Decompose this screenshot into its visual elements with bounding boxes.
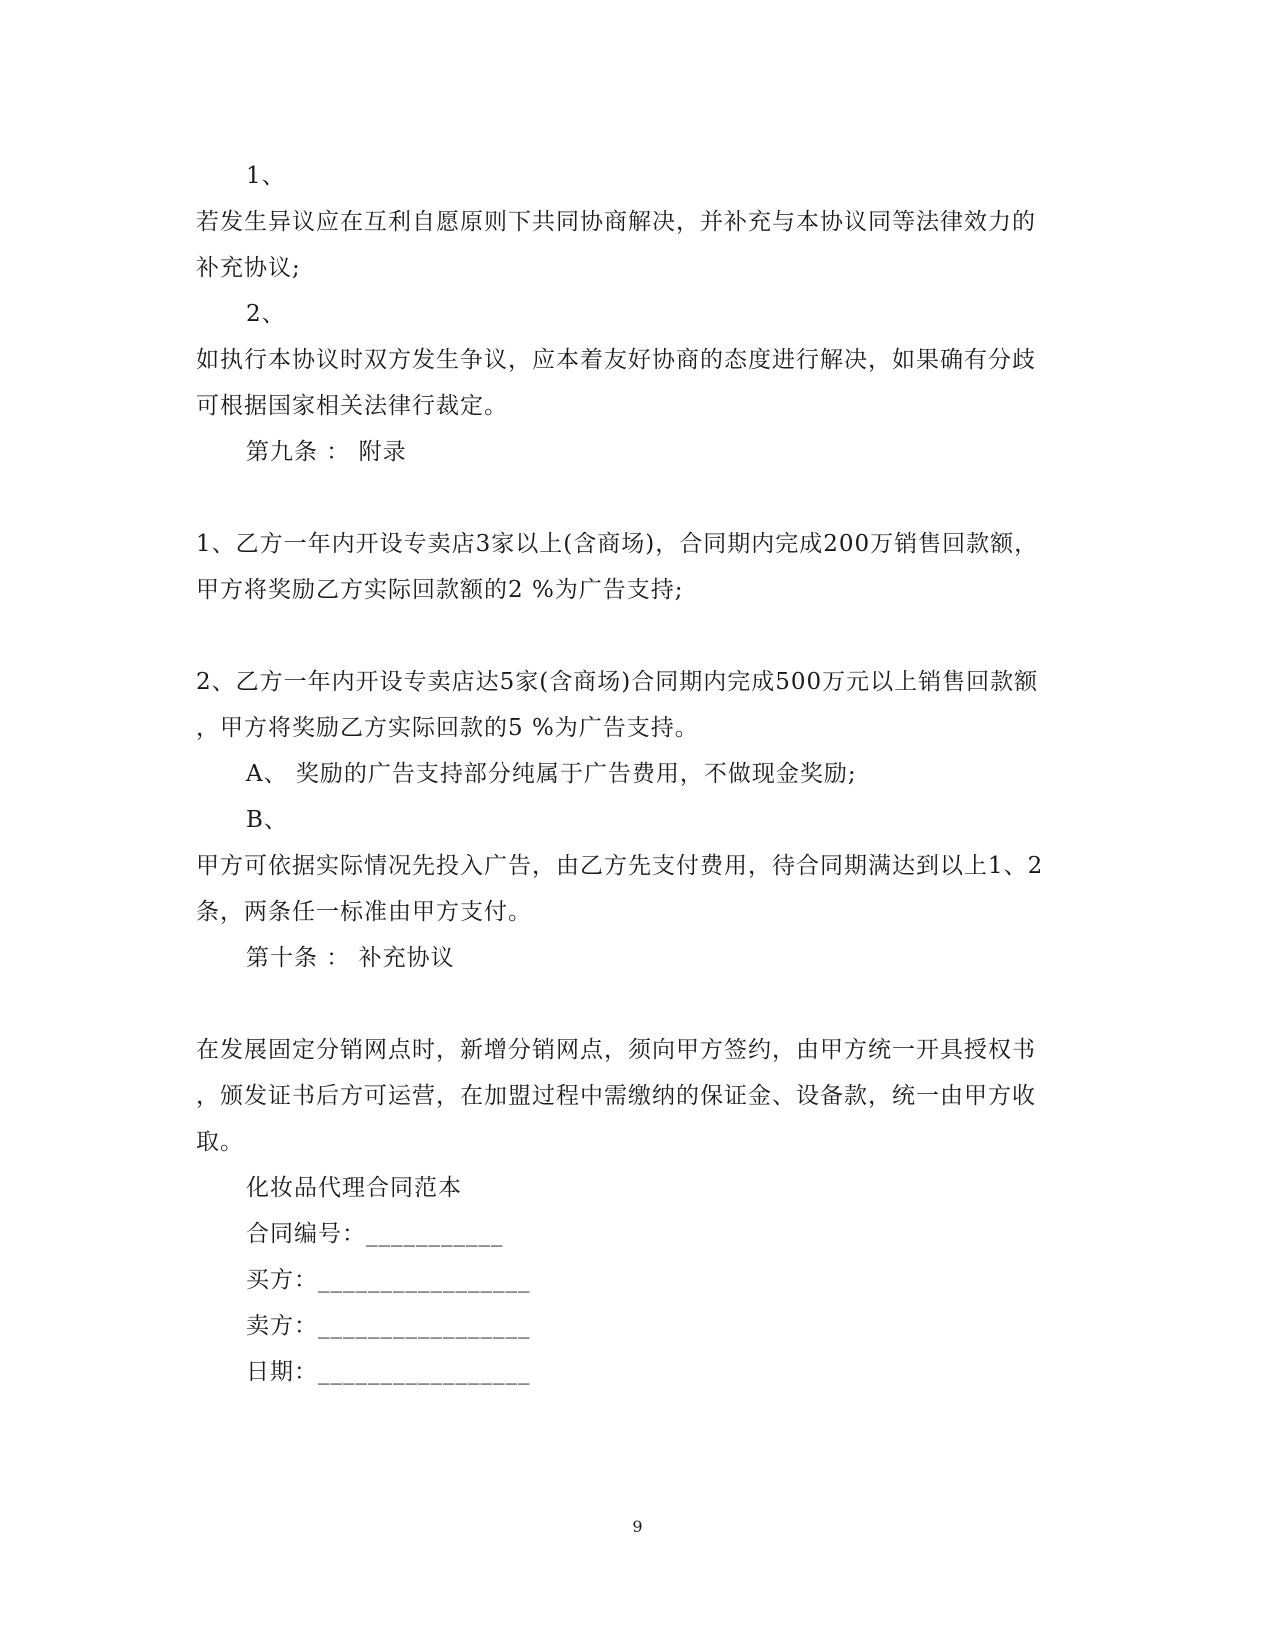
text-line: ，甲方将奖励乙方实际回款的5 %为广告支持。: [196, 715, 699, 741]
text-line: 在发展固定分销网点时，新增分销网点，须向甲方签约，由甲方统一开具授权书: [196, 1037, 1036, 1063]
sub-item-a: A、 奖励的广告支持部分纯属于广告费用，不做现金奖励;: [246, 761, 857, 787]
clause-item-2-number: 2、: [246, 301, 286, 327]
text-line: 甲方可依据实际情况先投入广告，由乙方先支付费用，待合同期满达到以上1、2: [196, 853, 1044, 879]
text-line: 可根据国家相关法律行裁定。: [196, 393, 508, 419]
text-line: 补充协议;: [196, 255, 301, 281]
contract-number-field: 合同编号：___________: [246, 1221, 504, 1247]
seller-field: 卖方：_________________: [246, 1313, 531, 1339]
clause-item-1-number: 1、: [246, 163, 286, 189]
text-line: ，颁发证书后方可运营，在加盟过程中需缴纳的保证金、设备款，统一由甲方收: [196, 1083, 1036, 1109]
text-line: 若发生异议应在互利自愿原则下共同协商解决，并补充与本协议同等法律效力的: [196, 209, 1036, 235]
text-line: 2、乙方一年内开设专卖店达5家(含商场)合同期内完成500万元以上销售回款额: [196, 669, 1039, 695]
article-9-heading: 第九条 ： 附录: [246, 439, 407, 465]
article-10-heading: 第十条 ： 补充协议: [246, 945, 455, 971]
text-line: 甲方将奖励乙方实际回款额的2 %为广告支持;: [196, 577, 684, 603]
date-field: 日期：_________________: [246, 1359, 531, 1385]
sub-item-b-label: B、: [246, 807, 288, 833]
contract-title: 化妆品代理合同范本: [246, 1175, 462, 1201]
text-line: 取。: [196, 1129, 244, 1155]
text-line: 1、乙方一年内开设专卖店3家以上(含商场)，合同期内完成200万销售回款额，: [196, 531, 1039, 557]
text-line: 条，两条任一标准由甲方支付。: [196, 899, 532, 925]
buyer-field: 买方：_________________: [246, 1267, 531, 1293]
text-line: 如执行本协议时双方发生争议，应本着友好协商的态度进行解决，如果确有分歧: [196, 347, 1036, 373]
page-number: 9: [632, 1517, 643, 1536]
